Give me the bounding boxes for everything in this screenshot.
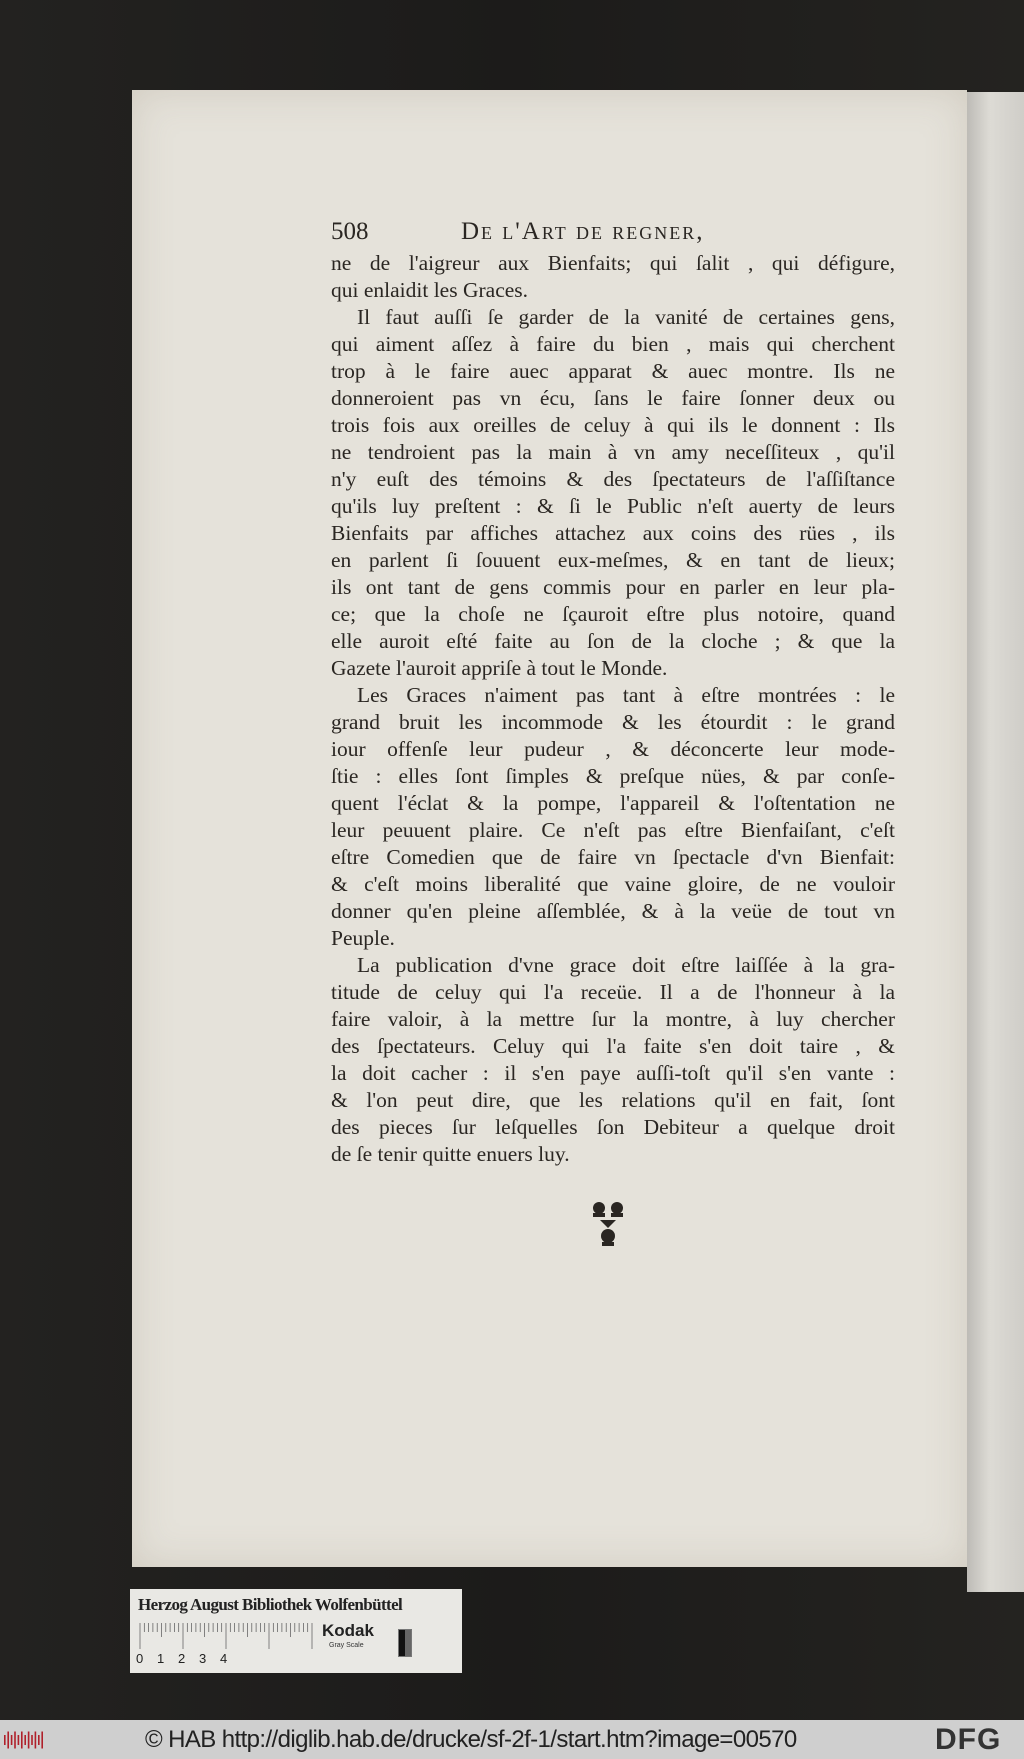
text-line: ce; que la choſe ne ſçauroit eſtre plus notoire, quand: [331, 602, 895, 626]
footer-bar: [0, 1720, 1024, 1759]
text-line: Peuple.: [331, 926, 395, 950]
text-line: leur peuuent plaire. Ce n'eſt pas eſtre Bienfaiſant, c'eſt: [331, 818, 895, 842]
text-line: de ſe tenir quitte enuers luy.: [331, 1142, 570, 1166]
text-line: Les Graces n'aiment pas tant à eſtre montrées : le: [357, 683, 895, 707]
text-line: Gazete l'auroit appriſe à tout le Monde.: [331, 656, 668, 680]
ruler-number: 3: [199, 1651, 207, 1666]
text-line: Bienfaits par affiches attachez aux coins des rües , ils: [331, 521, 895, 545]
ruler-scale: [138, 1623, 318, 1649]
gray-swatch: [398, 1629, 412, 1657]
text-line: qui aiment aſſez à faire du bien , mais qui cherchent: [331, 332, 895, 356]
text-line: eſtre Comedien que de faire vn ſpectacle d'vn Bienfait:: [331, 845, 895, 869]
page-text: [331, 250, 895, 1168]
running-title: De l'Art de regner,: [461, 218, 705, 245]
text-line: donneroient pas vn écu, ſans le faire ſonner deux ou: [331, 386, 895, 410]
copyright-link[interactable]: © HAB http://diglib.hab.de/drucke/sf-2f-1/start.htm?image=00570: [145, 1726, 797, 1753]
text-line: faire valoir, à la mettre ſur la montre, à luy chercher: [331, 1007, 895, 1031]
text-line: trop à le faire auec apparat & auec montre. Ils ne: [331, 359, 895, 383]
text-line: la doit cacher : il s'en paye auſſi-toſt qu'il s'en vante :: [331, 1061, 895, 1085]
kodak-brand: Kodak: [322, 1621, 374, 1640]
text-line: & l'on peut dire, que les relations qu'il en fait, ſont: [331, 1088, 895, 1112]
color-calibration-label: [130, 1589, 462, 1673]
next-page-edge: [967, 92, 1024, 1592]
ruler-number: 4: [220, 1651, 228, 1666]
text-line: ne de l'aigreur aux Bienfaits; qui ſalit , qui défigure,: [331, 251, 895, 275]
text-line: elle auroit eſté faite au ſon de la cloche ; & que la: [331, 629, 895, 653]
text-line: en parlent ſi ſouuent eux-meſmes, & en tant de lieux;: [331, 548, 895, 572]
text-line: quent l'éclat & la pompe, l'appareil & l'oſtentation ne: [331, 791, 895, 815]
text-line: Il faut auſſi ſe garder de la vanité de certaines gens,: [357, 305, 895, 329]
text-line: n'y euſt des témoins & des ſpectateurs de l'aſſiſtance: [331, 467, 895, 491]
text-line: ne tendroient pas la main à vn amy neceſſiteux , qu'il: [331, 440, 895, 464]
printer-ornament-icon: [590, 1200, 626, 1248]
dfg-logo: DFG: [935, 1723, 1002, 1756]
text-line: qui enlaidit les Graces.: [331, 278, 529, 302]
text-line: des pieces ſur leſquelles ſon Debiteur a quelque droit: [331, 1115, 895, 1139]
text-line: ils ont tant de gens commis pour en parler en leur pla-: [331, 575, 895, 599]
ruler-number: 2: [178, 1651, 186, 1666]
text-line: qu'ils luy preſtent : & ſi le Public n'eſt auerty de leurs: [331, 494, 895, 518]
library-name: Herzog August Bibliothek Wolfenbüttel: [138, 1595, 403, 1614]
text-line: La publication d'vne grace doit eſtre laiſſée à la gra-: [357, 953, 895, 977]
text-line: trois fois aux oreilles de celuy à qui ils le donnent : Ils: [331, 413, 895, 437]
text-line: ſtie : elles ſont ſimples & preſque nües, & par conſe-: [331, 764, 895, 788]
text-line: titude de celuy qui l'a receüe. Il a de l'honneur à la: [331, 980, 895, 1004]
hab-logo-icon: [4, 1726, 46, 1754]
text-line: grand bruit les incommode & les étourdit : le grand: [331, 710, 895, 734]
text-line: & c'eſt moins liberalité que vaine gloire, de ne vouloir: [331, 872, 895, 896]
text-line: donner qu'en pleine aſſemblée, & à la veüe de tout vn: [331, 899, 895, 923]
gray-scale-caption: Gray Scale: [329, 1642, 364, 1649]
page-number: 508: [331, 218, 369, 245]
text-line: des ſpectateurs. Celuy qui l'a faite s'en doit taire , &: [331, 1034, 895, 1058]
text-line: iour offenſe leur pudeur , & déconcerte leur mode-: [331, 737, 895, 761]
ruler-number: 1: [157, 1651, 165, 1666]
ruler-number: 0: [136, 1651, 144, 1666]
